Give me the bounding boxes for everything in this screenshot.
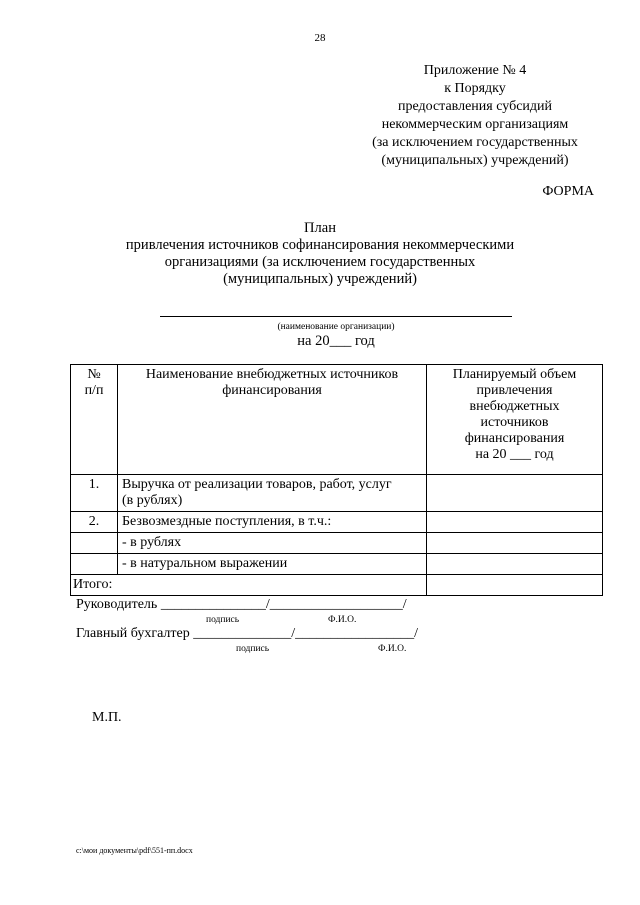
plan-table xyxy=(70,364,603,596)
row-name-line: Выручка от реализации товаров, работ, услуг xyxy=(122,477,392,492)
table-row xyxy=(71,533,603,554)
table-row xyxy=(71,475,603,512)
table-header-row xyxy=(71,365,603,475)
table-row xyxy=(71,512,603,533)
header-name xyxy=(118,365,427,475)
row-name: Безвозмездные поступления, в т.ч.: xyxy=(118,512,427,533)
director-signature-line xyxy=(76,597,407,613)
header-num-line: п/п xyxy=(84,383,104,398)
row-name xyxy=(118,475,427,512)
row-num xyxy=(71,533,118,554)
director-sign-caption: подпись xyxy=(206,615,240,625)
header-volume-line: финансирования xyxy=(464,431,565,446)
plan-title xyxy=(80,220,560,288)
plan-title-line: привлечения источников софинансирования некоммерческими xyxy=(125,237,515,253)
director-label: Руководитель xyxy=(76,597,158,612)
row-value-cell[interactable] xyxy=(427,533,603,554)
footer-file-path: c:\мои документы\pdf\551-пп.docx xyxy=(76,846,193,855)
header-volume-line: на 20 ___ год xyxy=(475,447,554,462)
header-volume-line: внебюджетных xyxy=(469,399,560,414)
director-blank[interactable]: _______________/___________________/ xyxy=(160,597,407,612)
row-num: 1. xyxy=(71,475,118,512)
header-num-line: № xyxy=(87,367,101,382)
plan-title-line: организациями (за исключением государственных xyxy=(164,254,476,270)
accountant-sign-caption: подпись xyxy=(236,644,270,654)
header-volume-line: привлечения xyxy=(476,383,553,398)
organization-name-line[interactable] xyxy=(160,316,512,317)
appendix-line: предоставления субсидий xyxy=(397,99,553,114)
header-volume-line: Планируемый объем xyxy=(452,367,577,382)
row-num: 2. xyxy=(71,512,118,533)
appendix-header xyxy=(340,62,610,170)
row-name: - в натуральном выражении xyxy=(118,554,427,575)
row-value-cell[interactable] xyxy=(427,554,603,575)
director-name-caption: Ф.И.О. xyxy=(328,615,357,625)
appendix-line: (за исключением государственных xyxy=(372,135,578,150)
organization-caption: (наименование организации) xyxy=(277,322,395,332)
plan-title-line: План xyxy=(304,220,336,236)
row-value-cell[interactable] xyxy=(427,512,603,533)
accountant-blank[interactable]: ______________/_________________/ xyxy=(193,626,419,641)
row-value-cell[interactable] xyxy=(427,475,603,512)
appendix-line: к Порядку xyxy=(444,81,506,96)
stamp-place: М.П. xyxy=(92,710,122,725)
appendix-line: Приложение № 4 xyxy=(423,63,527,78)
appendix-line: некоммерческим организациям xyxy=(381,117,569,132)
appendix-line: (муниципальных) учреждений) xyxy=(381,153,569,168)
header-volume-line: источников xyxy=(480,415,549,430)
accountant-signature-line xyxy=(76,626,418,642)
total-label: Итого: xyxy=(71,575,427,596)
year-line: на 20___ год xyxy=(297,333,375,349)
page-number: 28 xyxy=(314,32,326,44)
forma-label: ФОРМА xyxy=(542,184,594,199)
table-row xyxy=(71,554,603,575)
header-name-line: Наименование внебюджетных источников xyxy=(145,367,399,382)
header-volume xyxy=(427,365,603,475)
accountant-name-caption: Ф.И.О. xyxy=(378,644,407,654)
table-total-row xyxy=(71,575,603,596)
row-name-line: (в рублях) xyxy=(122,493,183,508)
header-num xyxy=(71,365,118,475)
row-num xyxy=(71,554,118,575)
total-value-cell[interactable] xyxy=(427,575,603,596)
accountant-label: Главный бухгалтер xyxy=(76,626,190,641)
row-name: - в рублях xyxy=(118,533,427,554)
plan-title-line: (муниципальных) учреждений) xyxy=(223,271,417,287)
header-name-line: финансирования xyxy=(222,383,322,398)
